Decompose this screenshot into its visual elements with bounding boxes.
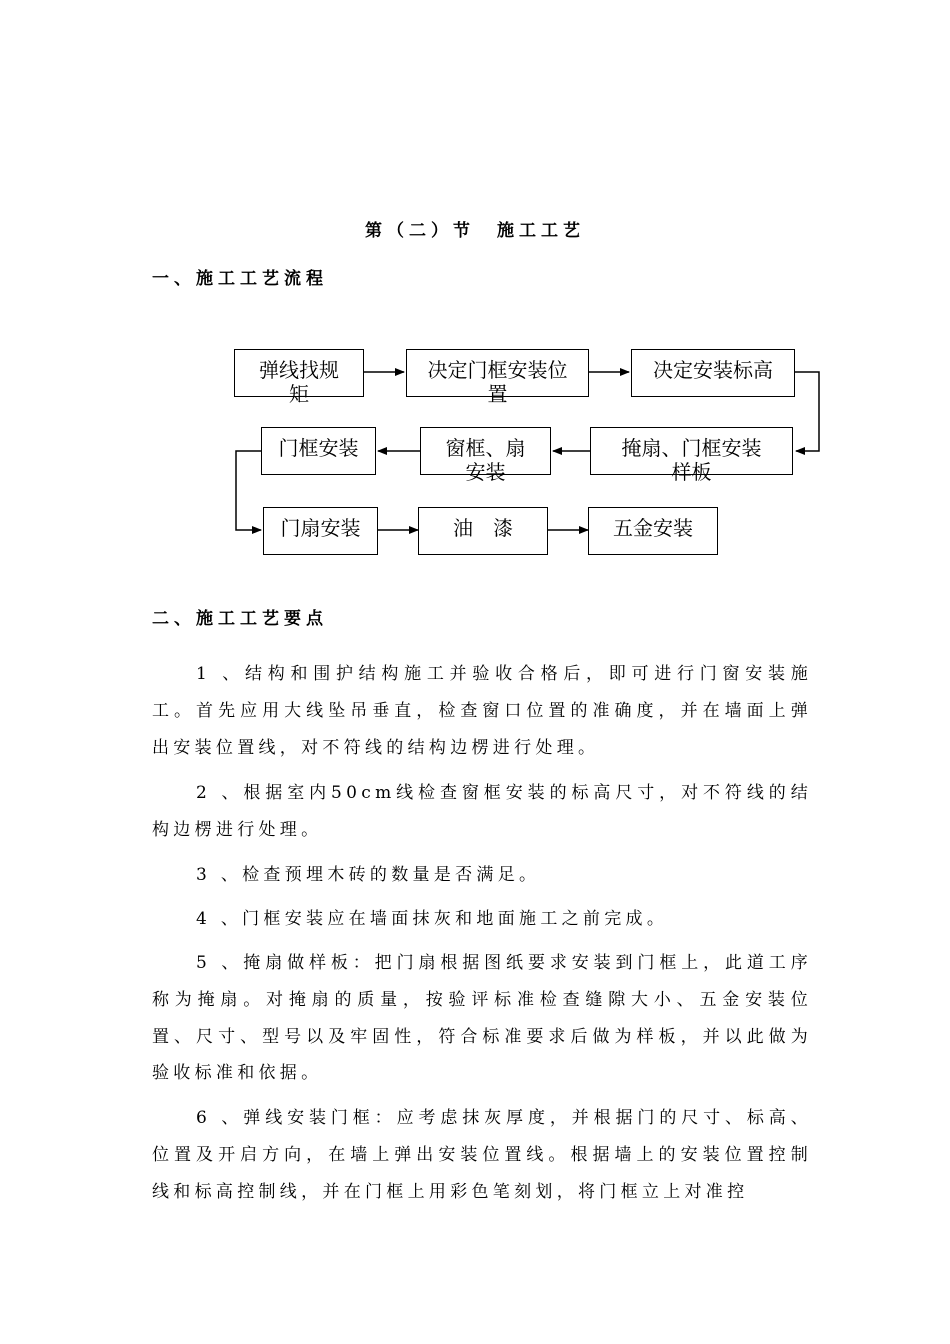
arrow-step3-to-step4 [795, 372, 819, 451]
paragraph-3: 3 、检查预埋木砖的数量是否满足。 [196, 865, 541, 885]
process-flowchart [0, 0, 950, 600]
paragraph-5: 5 、掩扇做样板：把门扇根据图纸要求安装到门框上，此道工序称为掩扇。对掩扇的质量，按验评标准检查缝隙大小、五金安装位置、尺寸、型号以及牢固性，符合标准要求后做为样板，并以此做为验收标准和依据。 [152, 953, 812, 1084]
flow-step-door-leaf-install: 门扇安装 [263, 507, 378, 555]
flow-step-window-install: 窗框、扇 安装 [420, 427, 551, 475]
flow-step-door-frame-install: 门框安装 [261, 427, 376, 475]
arrow-step6-to-step7 [236, 451, 261, 530]
flow-step-hardware-install: 五金安装 [588, 507, 718, 555]
flow-step-snap-line: 弹线找规 矩 [234, 349, 364, 397]
flow-step-frame-position: 决定门框安装位 置 [406, 349, 589, 397]
heading-process-flow: 一、施工工艺流程 [152, 269, 328, 289]
paragraph-6: 6 、弹线安装门框：应考虑抹灰厚度，并根据门的尺寸、标高、位置及开启方向，在墙上弹出安装位置线。根据墙上的安装位置控制线和标高控制线，并在门框上用彩色笔刻划，将门框立上对准控 [152, 1108, 812, 1202]
flow-step-elevation: 决定安装标高 [631, 349, 795, 397]
paragraph-1: 1 、结构和围护结构施工并验收合格后，即可进行门窗安装施工。首先应用大线坠吊垂直，检查窗口位置的准确度，并在墙面上弹出安装位置线，对不符线的结构边楞进行处理。 [152, 664, 812, 758]
paragraph-4: 4 、门框安装应在墙面抹灰和地面施工之前完成。 [196, 909, 669, 929]
flow-step-sample-panel: 掩扇、门框安装 样板 [590, 427, 793, 475]
flow-step-painting: 油 漆 [418, 507, 548, 555]
section-title: 第（二）节 施工工艺 [365, 221, 585, 241]
heading-process-points: 二、施工工艺要点 [152, 609, 328, 629]
paragraph-2: 2 、根据室内50cm线检查窗框安装的标高尺寸，对不符线的结构边楞进行处理。 [152, 783, 812, 840]
